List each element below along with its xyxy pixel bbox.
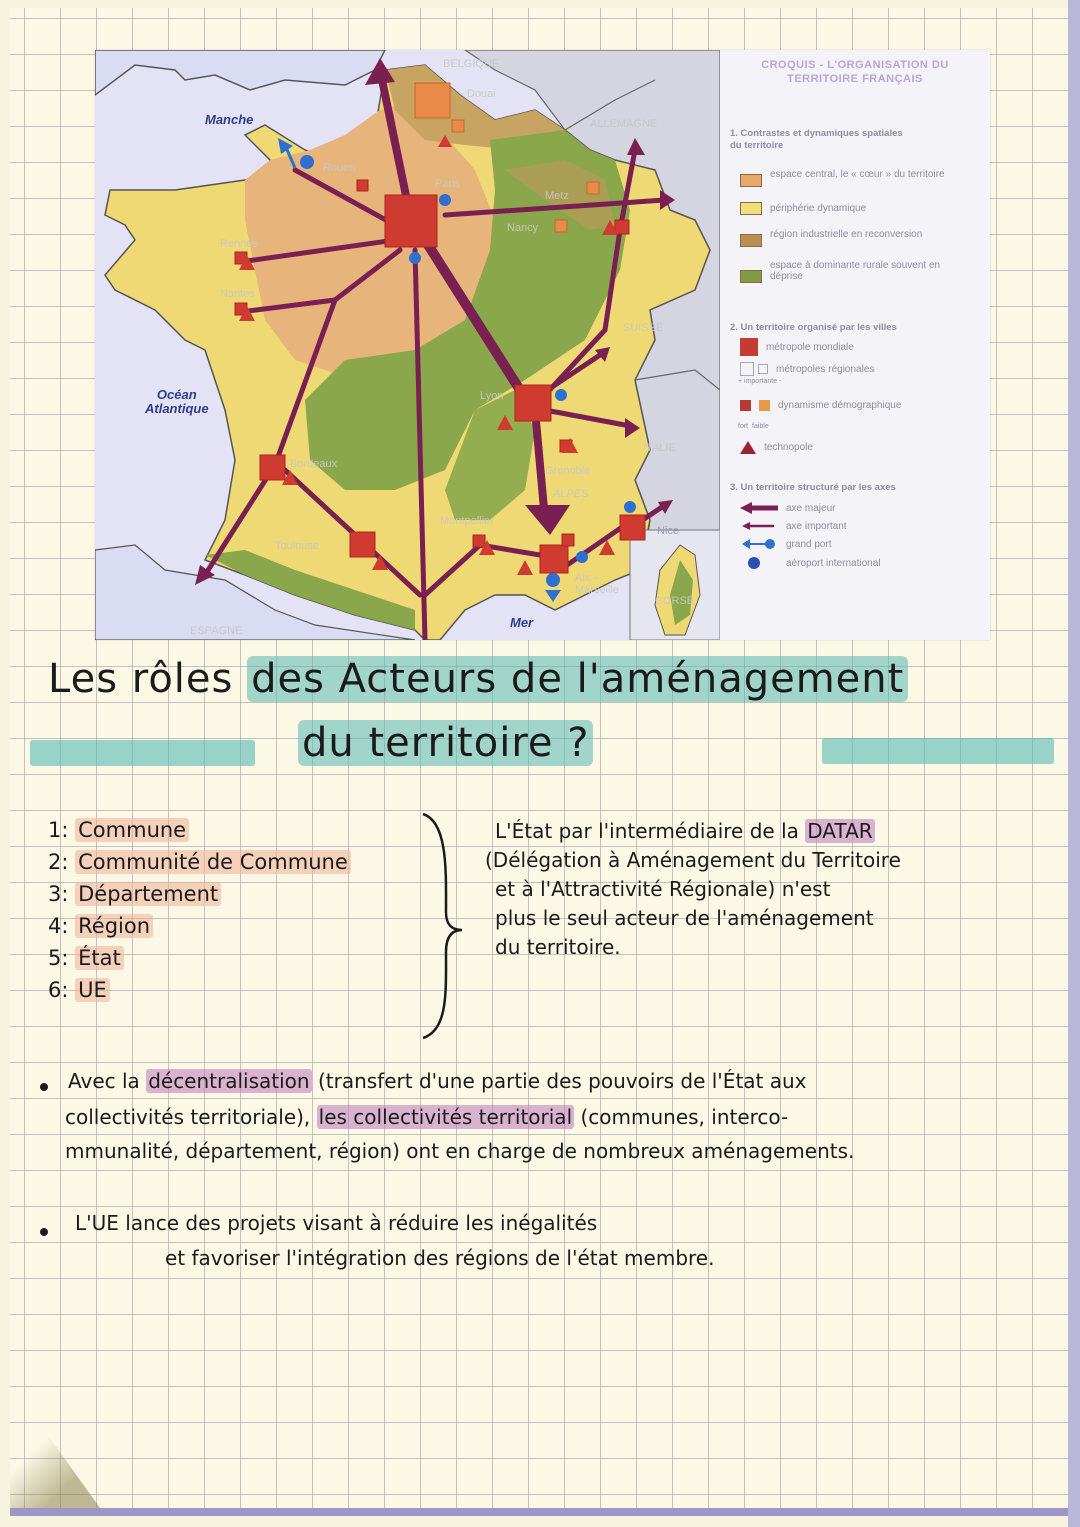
city-label-rouen: Rouen <box>323 162 356 174</box>
legend-section-3-heading: 3. Un territoire structuré par les axes <box>730 482 896 493</box>
legend-item-dynamisme <box>740 400 958 411</box>
term-decentralisation: décentralisation <box>148 1069 310 1093</box>
page-edge <box>10 1508 1068 1516</box>
legend-item-metropoles-regionales <box>740 362 956 376</box>
bullet1-line2-post: (communes, interco- <box>574 1105 789 1129</box>
square-weak-icon <box>759 400 770 411</box>
sea-label-manche: Manche <box>205 112 254 127</box>
importance-note: + importante - <box>738 378 782 385</box>
city-label-metz: Metz <box>545 190 569 202</box>
bullet1-line1-post: (transfert d'une partie des pouvoirs de l'État aux <box>311 1069 807 1093</box>
france-map-card <box>95 50 990 640</box>
legend-label: région industrielle en reconversion <box>770 229 923 240</box>
legend-label: métropoles régionales <box>776 363 875 375</box>
city-label-rennes: Rennes <box>220 238 258 250</box>
city-label-nancy: Nancy <box>507 222 539 234</box>
datar-line2: (Délégation à Aménagement du Territoire <box>485 848 901 872</box>
legend-item-aeroport <box>740 556 966 570</box>
legend-item-axe-majeur <box>740 502 966 514</box>
actor-num: 1 <box>48 818 62 842</box>
city-label-lyon: Lyon <box>480 390 504 402</box>
bullet1-line3: mmunalité, département, région) ont en charge de nombreux aménagements. <box>65 1139 855 1163</box>
heading-line1: 1. Contrastes et dynamiques spatiales <box>730 128 903 139</box>
legend-section-2-heading: 2. Un territoire organisé par les villes <box>730 322 897 333</box>
actor-sep: : <box>61 850 69 874</box>
actor-item-6 <box>48 978 110 1002</box>
actor-item-5 <box>48 946 124 970</box>
curly-brace <box>418 812 468 1040</box>
legend-title-line2: TERRITOIRE FRANÇAIS <box>787 73 923 85</box>
actor-num: 2 <box>48 850 62 874</box>
country-label-allemagne: ALLEMAGNE <box>590 118 658 130</box>
triangle-icon <box>740 441 756 454</box>
legend-title <box>720 58 990 86</box>
country-label-italie: ITALIE <box>643 442 676 454</box>
actor-label: Commune <box>75 818 189 842</box>
page-title-line1 <box>48 656 908 702</box>
legend-item-technopole <box>740 441 944 454</box>
legend-item-espace-central <box>740 162 950 187</box>
airport-icon <box>740 556 778 570</box>
legend-item-peripherie <box>740 202 950 215</box>
city-label-paris: Paris <box>435 178 461 190</box>
legend-label: métropole mondiale <box>766 341 854 353</box>
actor-sep: : <box>61 882 69 906</box>
bullet2-line2: et favoriser l'intégration des régions de l'état membre. <box>165 1246 715 1270</box>
legend-item-axe-important <box>740 520 966 532</box>
bullet1-line1 <box>68 1068 807 1095</box>
bullet1-line2 <box>65 1104 788 1131</box>
marseille-line: Marseille <box>575 584 620 596</box>
legend-title-line1: CROQUIS - L'ORGANISATION DU <box>761 59 949 71</box>
legend-item-industrielle <box>740 222 950 247</box>
legend-label: axe important <box>786 520 847 532</box>
square-icon <box>740 338 758 356</box>
sea-label-mer: Mer <box>510 615 534 630</box>
city-label-grenoble: Grenoble <box>545 465 591 477</box>
legend-label: technopole <box>764 442 813 453</box>
bullet2-line1: L'UE lance des projets visant à réduire les inégalités <box>75 1211 598 1235</box>
sea-label-ocean <box>145 388 209 416</box>
legend-label: dynamisme démographique <box>778 400 902 411</box>
actor-item-4 <box>48 914 153 938</box>
legend-item-rurale <box>740 258 950 283</box>
region-label-alpes: ALPES <box>553 488 589 500</box>
note-weak: faible <box>752 423 769 430</box>
city-label-montpellier: Montpellier <box>440 515 494 527</box>
important-axis-arrow-icon <box>740 520 778 532</box>
square-outline-small-icon <box>758 364 768 374</box>
ocean-line1: Océan <box>156 387 197 402</box>
bullet1-line1-pre: Avec la <box>68 1069 147 1093</box>
city-label-nantes: Nantes <box>220 288 255 300</box>
actor-label: UE <box>75 978 110 1002</box>
actor-item-3 <box>48 882 221 906</box>
map-legend <box>720 50 990 640</box>
swatch-brown <box>740 234 762 247</box>
city-label-douai: Douai <box>467 88 496 100</box>
title-part1: Les rôles <box>48 656 234 702</box>
actor-num: 6 <box>48 978 62 1002</box>
square-outline-icon <box>740 362 754 376</box>
country-label-belgique: BELGIQUE <box>443 58 500 70</box>
port-icon <box>740 538 778 550</box>
actor-sep: : <box>61 946 69 970</box>
ocean-line2: Atlantique <box>145 401 209 416</box>
city-label-bordeaux: Bordeaux <box>290 458 338 470</box>
decorative-teal-bar-right <box>822 738 1054 764</box>
actor-label: Département <box>75 882 221 906</box>
page-title-line2 <box>298 720 593 766</box>
actor-num: 3 <box>48 882 62 906</box>
france-map <box>95 50 720 640</box>
square-strong-icon <box>740 400 751 411</box>
dynamism-notes <box>738 421 769 433</box>
actor-item-2 <box>48 850 351 874</box>
country-label-suisse: SUISSE <box>623 322 664 334</box>
actor-sep: : <box>61 818 69 842</box>
actor-sep: : <box>61 914 69 938</box>
page-edge <box>1068 0 1080 1527</box>
legend-item-grand-port <box>740 538 966 550</box>
datar-line3: et à l'Attractivité Régionale) n'est <box>495 877 831 901</box>
swatch-orange <box>740 174 762 187</box>
actor-num: 4 <box>48 914 62 938</box>
country-label-corse: CORSE <box>655 595 695 607</box>
note-strong: fort <box>738 423 749 430</box>
decorative-teal-bar-left <box>30 740 255 766</box>
legend-label: grand port <box>786 538 832 550</box>
bullet1-line2-pre: collectivités territoriale), <box>65 1105 317 1129</box>
legend-section-1-heading <box>730 128 903 152</box>
legend-item-metropole-mondiale <box>740 338 946 356</box>
legend-label: axe majeur <box>786 502 836 514</box>
actor-item-1 <box>48 818 189 842</box>
actor-label: État <box>75 946 124 970</box>
heading-line2: du territoire <box>730 140 784 151</box>
actor-sep: : <box>61 978 69 1002</box>
swatch-green <box>740 270 762 283</box>
datar-line5: du territoire. <box>495 935 621 959</box>
actor-label: Communité de Commune <box>75 850 351 874</box>
bullet-dot <box>40 1083 48 1091</box>
city-label-toulouse: Toulouse <box>275 540 320 552</box>
swatch-yellow <box>740 202 762 215</box>
legend-label: aéroport international <box>786 557 881 569</box>
datar-line1-pre: L'État par l'intermédiaire de la <box>495 819 806 843</box>
aix-line: Aix - <box>575 572 597 584</box>
city-label-nice: Nice <box>657 525 680 537</box>
title-line2-text: du territoire ? <box>298 720 593 766</box>
datar-line1 <box>495 818 875 845</box>
actor-label: Région <box>75 914 153 938</box>
datar-acronym: DATAR <box>807 819 873 843</box>
title-part2-highlighted: des Acteurs de l'aménagement <box>247 656 908 702</box>
datar-line4: plus le seul acteur de l'aménagement <box>495 906 874 930</box>
legend-label: espace central, le « cœur » du territoire <box>770 169 945 180</box>
major-axis-arrow-icon <box>740 502 778 514</box>
actor-num: 5 <box>48 946 62 970</box>
bullet-dot <box>40 1228 48 1236</box>
city-label-aix-marseille <box>575 572 619 596</box>
term-collectivites: les collectivités territorial <box>318 1105 573 1129</box>
legend-label: espace à dominante rurale souvent en déprise <box>770 259 941 282</box>
legend-label: périphérie dynamique <box>770 203 867 214</box>
country-label-espagne: ESPAGNE <box>190 625 243 637</box>
